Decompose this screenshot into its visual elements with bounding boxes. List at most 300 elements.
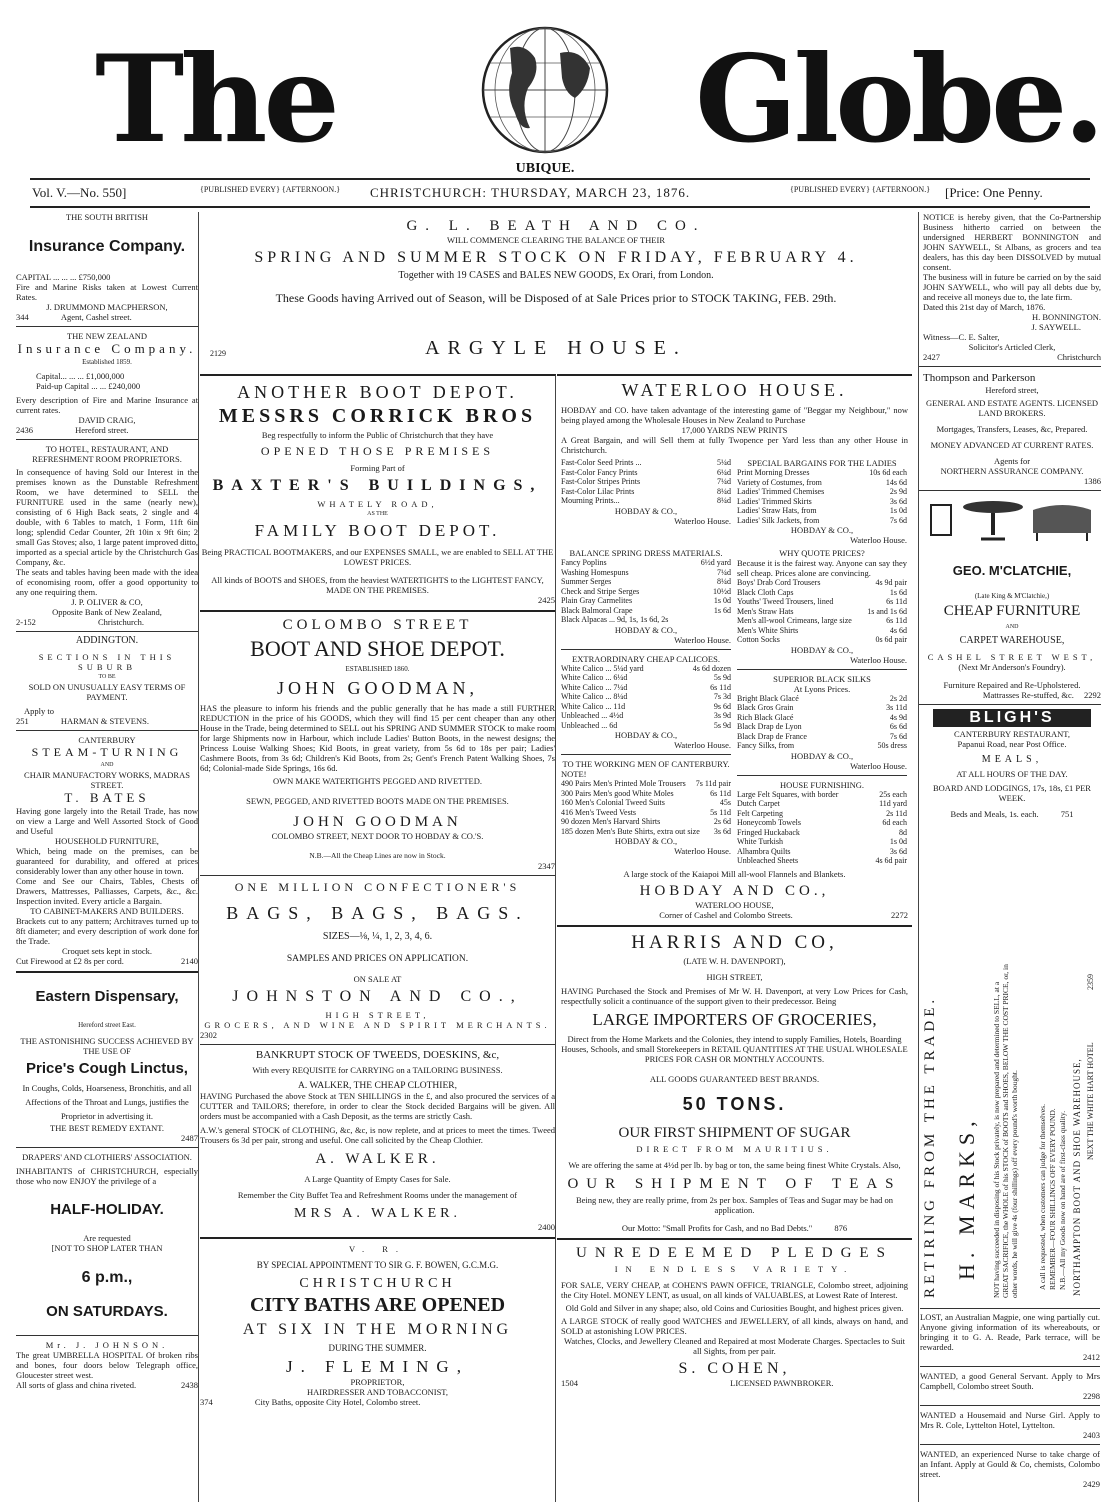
ad-h-marks	[920, 960, 1100, 1300]
ad-text: SECTIONS IN THIS SUBURB	[38, 652, 176, 672]
price-value: 2s 2d	[889, 693, 907, 703]
price-item: Fast-Color Fancy Prints	[561, 467, 638, 477]
ad-text: In consequence of having Sold our Interest in the premises known as the Dunstable Refreshment Room, we have determined to SELL the FURNITURE used in the same (nearly new), consisting of 6 High Back seats, 2 single and 4 double, with 6 Tables to match, 1 Form, 11ft 6in long; splendid Cedar Counter, 2ft 10in x 9ft 6in; 2 small Gas Stoves; also, 1 large patent improved ditto, imported as a special article by the Christchurch Gas Company, &c.	[16, 467, 198, 567]
ad-text: Remember the City Buffet Tea and Refreshment Rooms under the management of	[237, 1190, 518, 1200]
price-row	[737, 635, 907, 645]
price-value: 1s 0d	[889, 837, 907, 846]
ad-heading: WATERLOO HOUSE.	[621, 380, 848, 400]
price-row	[737, 847, 907, 857]
ad-text: WANTED a Housemaid and Nurse Girl. Apply to Mrs R. Cole, Lyttelton Hotel, Lyttelton.	[920, 1410, 1100, 1430]
ad-signature: HOBDAY & CO.,	[790, 750, 854, 761]
ad-text: LICENSED PAWNBROKER.	[730, 1377, 834, 1388]
ad-number: 2347	[538, 861, 555, 871]
price-value: 1s 0d	[713, 596, 731, 605]
ad-text: Waterloo House.	[674, 846, 731, 856]
price-item: Ladies' Trimmed Skirts	[737, 496, 812, 506]
masthead-title-right: Globe.	[695, 29, 1102, 170]
list-heading: EXTRAORDINARY CHEAP CALICOES.	[572, 653, 720, 664]
price-row	[561, 615, 731, 625]
divider	[16, 1147, 198, 1148]
price-item: Alhambra Quilts	[737, 846, 791, 856]
price-row	[561, 673, 731, 683]
ad-text: Waterloo House.	[850, 654, 907, 665]
ad-text: Forming Part of	[350, 463, 405, 473]
ad-walker	[200, 1049, 555, 1232]
price-value: 9s 6d	[713, 701, 731, 711]
ad-heading: ON SATURDAYS.	[46, 1303, 168, 1320]
price-item: White Calico ... 8¼d	[561, 692, 628, 701]
ad-text: THE ASTONISHING SUCCESS ACHIEVED BY THE USE OF	[20, 1036, 194, 1056]
ad-drapers-association	[16, 1152, 198, 1320]
ad-heading: ADDINGTON.	[75, 635, 139, 646]
price-value: 0s 6d pair	[875, 635, 907, 644]
ad-text: Agents for	[993, 456, 1031, 466]
price-row	[561, 468, 731, 478]
ad-text: A LARGE STOCK of really good WATCHES and JEWELLERY, of all kinds, always on hand, and SOLD at astonishing LOW PRICES.	[561, 1315, 908, 1336]
ad-text: Being new, they are really prime, from 2s per box. Samples of Teas and Sugar may be had on application.	[575, 1194, 894, 1215]
price-value: 5s 9d	[713, 673, 731, 682]
ad-text: HAIRDRESSER AND TOBACCONIST,	[307, 1387, 448, 1397]
ad-text: HAS the pleasure to inform his friends and the public generally that he has made a still FURTHER REDUCTION in the price of his GOODS, which they will find 15 per cent cheaper than any other House in the Trade, being determined to SELL out his SPRING AND SUMMER STOCK to make room for large Shipments now in Harbour, which include Ladies' Button Boots, in the newest designs; the Princess Louise Walking Shoes; Kid Boots, in great variety, from 5s 6d to 18s per pair; Ladies' Cashmere Boots, from 3s 6d; Children's Kid Boots, from 2s; Gent's French Patent Walking Shoes, 7s 6d; Colonial-made Side Springs, 16s 6d.	[200, 703, 555, 773]
ad-heading: FAMILY BOOT DEPOT.	[254, 521, 501, 540]
price-row	[737, 616, 907, 626]
ad-bags	[200, 880, 555, 1040]
ad-signature: Mr. J. JOHNSON.	[45, 1340, 169, 1350]
ad-text: In Coughs, Colds, Hoarseness, Bronchitis, and all Affections of the Throat and Lungs, justifies the Proprietor in advertising it.	[22, 1083, 192, 1121]
classifieds	[920, 1308, 1100, 1489]
ad-text: Dated this 21st day of March, 1876.	[923, 302, 1046, 312]
price-item: Black Drap de Lyon	[737, 722, 802, 731]
ad-text: All sorts of glass and china riveted.	[16, 1380, 137, 1390]
ad-signature: A. WALKER.	[315, 1151, 440, 1167]
ad-text: HIGH STREET,	[706, 971, 763, 982]
ad-text: N.B.—All the Cheap Lines are now in Stock.	[309, 851, 446, 860]
ad-text: Mortgages, Transfers, Leases, &c, Prepared.	[936, 424, 1088, 434]
price-item: Ladies' Straw Hats, from	[737, 506, 817, 515]
price-item: White Calico ... 11d	[561, 701, 626, 711]
price-row	[737, 818, 907, 828]
price-row	[561, 702, 731, 712]
ad-text: We are offering the same at 4½d per lb. by bag or ton, the same being finest White Crystals. Also,	[568, 1159, 901, 1170]
price-row	[561, 568, 731, 578]
ad-text: Beds and Meals, 1s. each.	[950, 809, 1039, 819]
ad-new-zealand	[16, 331, 198, 435]
ad-text: SAMPLES AND PRICES ON APPLICATION.	[286, 954, 469, 964]
price-item: 490 Pairs Men's Printed Mole Trousers	[561, 779, 686, 788]
ad-text: Direct from the Home Markets and the Colonies, they intend to supply Families, Hotels, Boarding Houses, Schools, and small Storekeepers in RETAIL QUANTITIES AT THE USUAL WHOLESALE PRICES FOR CASH OR MONTHLY ACCOUNTS.	[561, 1033, 908, 1064]
price-value: 8¼d	[717, 577, 731, 586]
price-value: 4s 6d dozen	[692, 663, 731, 673]
price-value: 7s 3d	[713, 692, 731, 701]
ad-hotel-furniture	[16, 444, 198, 627]
ad-text: LOST, an Australian Magpie, one wing partially cut. Anyone giving information of its whereabouts, or bringing it to G. A. Reade, Park terrace, will be rewarded.	[920, 1312, 1100, 1352]
ad-text: The business will in future be carried on by the said JOHN SAYWELL, who will pay all debts due by, and receive all moneys due to, the late firm.	[923, 272, 1101, 302]
ad-heading: A. WALKER, THE CHEAP CLOTHIER,	[298, 1081, 457, 1091]
ad-heading: OUR FIRST SHIPMENT OF SUGAR	[618, 1124, 851, 1141]
ad-heading: ONE MILLION CONFECTIONER'S	[234, 880, 521, 894]
ad-thompson-parkerson	[919, 371, 1101, 486]
price-row	[561, 458, 731, 468]
ad-text: Hereford street.	[75, 425, 129, 435]
ad-harris	[557, 932, 912, 1233]
ad-text: AS THE	[367, 511, 388, 517]
ad-signature: J. SAYWELL.	[1031, 322, 1081, 332]
ad-signature: HOBDAY & CO.,	[790, 644, 854, 655]
price-item: Rich Black Glacé	[737, 712, 794, 722]
price-row	[561, 798, 731, 808]
globe-icon	[440, 18, 650, 178]
price-value: 50s dress	[877, 741, 907, 750]
price-row	[561, 558, 731, 568]
divider	[919, 490, 1101, 491]
ad-heading: OUR SHIPMENT OF TEAS	[567, 1175, 902, 1192]
price-row	[737, 703, 907, 713]
published-right: {PUBLISHED EVERY} {AFTERNOON.}	[790, 185, 931, 194]
price-item: Fast-Color Lilac Prints	[561, 486, 635, 496]
ad-text: ON SALE AT	[353, 974, 402, 984]
ad-signature: S. COHEN,	[678, 1359, 791, 1377]
divider	[919, 704, 1101, 705]
ad-number: 2302	[200, 1030, 217, 1040]
price-item: Black Balmoral Crape	[561, 605, 633, 615]
price-value: 4s 9d pair	[875, 578, 907, 587]
price-item: Summer Serges	[561, 577, 612, 586]
ad-text: A.W.'s general STOCK of CLOTHING, &c, &c, is now replete, and at prices to meet the times. Tweed Trousers 6s 3d per pair, strong and useful. One call solicited by the Cheap Clothier.	[200, 1125, 555, 1145]
divider	[200, 610, 555, 612]
ad-number: 2429	[1083, 1479, 1100, 1489]
divider	[16, 631, 198, 632]
ad-johnson-umbrella	[16, 1340, 198, 1390]
ad-number: 251	[16, 716, 29, 726]
price-item: Fancy Silks, from	[737, 741, 795, 750]
ad-company-name: Insurance Company.	[28, 238, 186, 255]
price-value: 7s 6d	[889, 731, 907, 741]
price-row	[737, 607, 907, 617]
ad-text: [NOT TO SHOP LATER THAN	[51, 1243, 163, 1253]
price-row	[737, 487, 907, 497]
ad-heading: HALF-HOLIDAY.	[50, 1201, 164, 1218]
ad-text: WHATELY ROAD,	[317, 499, 438, 509]
price-row	[561, 692, 731, 702]
divider	[919, 366, 1101, 367]
ad-text: AND	[1005, 624, 1019, 630]
price-value: 8d	[899, 827, 907, 837]
price-value: 7¼d	[717, 477, 731, 486]
ad-number: 2140	[181, 956, 198, 966]
price-item: Men's all-wool Crimeans, large size	[737, 616, 852, 625]
ad-number: 2-152	[16, 617, 36, 627]
ad-text: ALL GOODS GUARANTEED BEST BRANDS.	[649, 1073, 820, 1084]
ad-steam-turning	[16, 735, 198, 966]
ad-number: 2298	[1083, 1391, 1100, 1401]
price-item: Ladies' Trimmed Chemises	[737, 487, 825, 496]
divider	[16, 439, 198, 440]
price-item: White Calico ... 5¼d yard	[561, 663, 644, 673]
price-value: 10s 6d each	[869, 468, 907, 477]
ad-signature: DAVID CRAIG,	[78, 415, 136, 425]
price-value: 2s 11d	[886, 808, 907, 818]
price-item: Fast-Color Stripes Prints	[561, 477, 641, 486]
ad-text: Fire and Marine Risks taken at Lowest Current Rates.	[16, 282, 198, 302]
ad-company-name: G. L. BEATH AND CO.	[406, 218, 706, 234]
ad-text: SOLD ON UNUSUALLY EASY TERMS OF PAYMENT.	[28, 682, 186, 702]
divider	[737, 669, 907, 670]
list-heading: WHY QUOTE PRICES?	[779, 548, 865, 558]
ad-number: 2412	[1083, 1352, 1100, 1362]
ad-text: All kinds of BOOTS and SHOES, from the heaviest WATERTIGHTS to the LIGHTEST FANCY, MADE ON THE PREMISES.	[211, 575, 544, 595]
ad-heading: LARGE IMPORTERS OF GROCERIES,	[592, 1009, 877, 1029]
ad-heading: MEALS,	[981, 754, 1043, 765]
ad-signature: J. P. OLIVER & CO,	[71, 597, 143, 607]
ad-text: HAVING Purchased the Stock and Premises of Mr W. H. Davenport, at very Low Prices for Cash, respectfully solicit a continuance of the support given to their predecessor. Being	[561, 985, 908, 1006]
price-item: Variety of Costumes, from	[737, 477, 822, 487]
ad-company-name: MESSRS CORRICK BROS	[218, 405, 537, 427]
ad-company-name: Insurance Company.	[17, 341, 197, 356]
published-left: {PUBLISHED EVERY} {AFTERNOON.}	[200, 185, 341, 194]
price-item: Dutch Carpet	[737, 799, 780, 808]
ad-number: 751	[1060, 809, 1074, 819]
price-row	[561, 596, 731, 606]
price-row	[737, 856, 907, 866]
ad-text: Every description of Fire and Marine Insurance at current rates.	[16, 395, 198, 415]
column-1	[16, 212, 199, 1502]
ad-text: Christchurch	[1057, 352, 1101, 362]
list-heading: SPECIAL BARGAINS FOR THE LADIES	[747, 458, 897, 468]
price-value: 2s 9d	[889, 487, 907, 496]
divider	[557, 925, 912, 927]
ad-text: City Baths, opposite City Hotel, Colombo street.	[254, 1397, 421, 1407]
ad-text: Waterloo House.	[674, 515, 731, 526]
ad-text: Capital... ... ... £1,000,000	[36, 371, 125, 381]
price-value: 8¼d	[717, 486, 731, 496]
ad-text: Apply to	[24, 706, 54, 716]
price-row	[737, 732, 907, 742]
ad-text: Established 1859.	[82, 358, 132, 366]
ad-text: CAPITAL ... ... ... £750,000	[16, 272, 111, 282]
ad-company-name: Eastern Dispensary,	[35, 988, 179, 1005]
price-value: 5¼d	[717, 458, 731, 467]
ad-text: NORTHERN ASSURANCE COMPANY.	[940, 466, 1084, 476]
ad-text: Having gone largely into the Retail Trade, has now on view a Large and Well Assorted Stock of Good and Useful	[16, 806, 198, 836]
price-item: Fringed Huckaback	[737, 827, 800, 837]
ad-text: Solicitor's Articled Clerk,	[968, 342, 1056, 352]
price-value: 2s 6d	[713, 817, 731, 826]
list-heading: BALANCE SPRING DRESS MATERIALS.	[569, 548, 723, 558]
price-item: 416 Men's Tweed Vests	[561, 807, 637, 817]
ad-text: NORTHAMPTON BOOT AND SHOE WAREHOUSE,	[1072, 1058, 1082, 1296]
price-item: Men's Straw Hats	[737, 606, 794, 616]
ad-number: 344	[16, 312, 29, 322]
price-value: 6s 11d	[886, 597, 907, 606]
price-row	[737, 626, 907, 636]
price-row	[561, 683, 731, 693]
ad-text: WILL COMMENCE CLEARING THE BALANCE OF THEIR	[447, 235, 665, 245]
price-value: 1s 0d	[889, 506, 907, 515]
ad-signature: J. FLEMING,	[286, 1357, 469, 1376]
ad-text: DIRECT FROM MAURITIUS.	[636, 1143, 833, 1154]
central-right	[557, 374, 912, 1502]
ad-number: 2425	[538, 595, 555, 605]
ad-beath	[200, 212, 912, 372]
ad-cohen	[557, 1245, 912, 1388]
ad-eastern-dispensary	[16, 988, 198, 1143]
ad-company-name: BOOT AND SHOE DEPOT.	[250, 636, 505, 661]
price-value: 5s 9d	[713, 720, 731, 730]
price-item: Check and Stripe Serges	[561, 586, 640, 596]
price-value: 8¼d	[717, 496, 731, 505]
ad-heading: 17,000 YARDS NEW PRINTS	[681, 425, 788, 435]
price-row	[561, 606, 731, 616]
ad-heading: RETIRING FROM THE TRADE.	[922, 995, 938, 1298]
ad-text: A call is requested, when customers can judge for themselves.	[1038, 1104, 1047, 1290]
ad-text: IN ENDLESS VARIETY.	[614, 1263, 855, 1274]
price-item: Print Morning Dresses	[737, 468, 810, 477]
ad-goodman	[200, 617, 555, 871]
ad-text: Hereford street East.	[78, 1021, 136, 1029]
ad-signature: T. BATES	[64, 790, 150, 805]
ad-text: WATERLOO HOUSE,	[695, 899, 774, 910]
price-value: 7s 6d	[889, 515, 907, 525]
ad-text: With every REQUISITE for CARRYING on a TAILORING BUSINESS.	[252, 1065, 503, 1075]
divider	[16, 1335, 198, 1336]
ad-text: N.B.—All my Goods now on hand are of first-class quality.	[1058, 1110, 1067, 1290]
ad-text: Beg respectfully to inform the Public of Christchurch that they have	[261, 430, 494, 440]
ad-number: 1386	[1084, 476, 1101, 486]
ad-text: MONEY ADVANCED AT CURRENT RATES.	[930, 440, 1094, 450]
price-value: 3s 6d	[889, 846, 907, 856]
price-item: White Calico ... 7¼d	[561, 682, 628, 692]
ad-text: HOBDAY and CO. have taken advantage of the interesting game of "Beggar my Neighbour," now being played among the Wholesale Houses in New Zealand to Purchase	[561, 405, 908, 425]
price-value: 1s 6d	[713, 605, 731, 615]
ad-text: NOTE!	[561, 769, 587, 779]
ad-heading: ARGYLE HOUSE.	[425, 337, 687, 359]
ad-text: Brackets cut to any pattern; Architraves turned up to 8ft diameter; and every description of work done for the Trade.	[16, 916, 198, 946]
ad-text: Opposite Bank of New Zealand,	[52, 607, 162, 617]
price-row	[561, 827, 731, 837]
ad-heading: CHEAP FURNITURE	[943, 603, 1081, 619]
price-value: 7¼d	[717, 567, 731, 577]
motto: UBIQUE.	[515, 161, 575, 176]
ad-company-name: BLIGH'S	[933, 709, 1091, 727]
divider	[200, 875, 555, 876]
price-list-ladies	[737, 458, 907, 545]
ad-company-name: GEO. M'CLATCHIE,	[952, 563, 1072, 578]
ad-text: Being PRACTICAL BOOTMAKERS, and our EXPENSES SMALL, we are enabled to SELL AT THE LOWEST PRICES.	[201, 547, 554, 567]
price-value: 11d yard	[879, 799, 907, 808]
price-row	[561, 789, 731, 799]
price-value: 5s 11d	[710, 807, 731, 817]
ad-text: WANTED, a good General Servant. Apply to Mrs Campbell, Colombo street South.	[920, 1371, 1100, 1391]
ad-text: Waterloo House.	[674, 740, 731, 750]
price-row	[737, 694, 907, 704]
ad-text: COLOMBO STREET, NEXT DOOR TO HOBDAY & CO.'S.	[271, 831, 484, 841]
price-item: White Turkish	[737, 837, 784, 846]
divider	[561, 649, 731, 650]
price: [Price: One Penny.	[945, 185, 1043, 200]
place-date: CHRISTCHURCH: THURSDAY, MARCH 23, 1876.	[370, 185, 691, 200]
ad-text: Our Motto: "Small Profits for Cash, and no Bad Debts."	[621, 1222, 813, 1233]
ad-text: SEWN, PEGGED, AND RIVETTED BOOTS MADE ON THE PREMISES.	[246, 796, 509, 806]
ad-corrick	[200, 382, 555, 605]
price-row	[737, 506, 907, 516]
ad-heading: DRAPERS' AND CLOTHIERS' ASSOCIATION.	[22, 1152, 192, 1162]
ad-heading: CITY BATHS ARE OPENED	[249, 1294, 506, 1316]
divider	[920, 1366, 1100, 1367]
price-item: Washing Homespuns	[561, 567, 629, 577]
price-row	[737, 837, 907, 847]
ad-text: NOTICE is hereby given, that the Co-Partnership Business hitherto carried on between the undersigned HERBERT BONNINGTON and JOHN SAYWELL, St Albans, as grocers and tea dealers, has this day been DISSOLVED by mutual consent.	[923, 212, 1101, 272]
ad-text: Watches, Clocks, and Jewellery Cleaned and Repaired at most Moderate Charges. Spectacles to Suit all Sights, from per pair.	[564, 1335, 905, 1356]
ad-text: NEXT THE WHITE HART HOTEL	[1086, 1042, 1095, 1160]
ad-heading: Price's Cough Linctus,	[26, 1060, 188, 1077]
price-item: Youths' Tweed Trousers, lined	[737, 597, 834, 606]
price-row	[737, 809, 907, 819]
ad-text: (Late King & M'Clatchie,)	[974, 592, 1050, 600]
ad-signature: HARMAN & STEVENS.	[60, 716, 149, 726]
ad-heading: JOHN GOODMAN,	[276, 678, 478, 698]
price-item: White Calico ... 6¼d	[561, 673, 628, 682]
price-item: Black Alpacas ... 9d, 1s, 1s 6d, 2s	[561, 615, 669, 624]
price-item: Ladies' Silk Jackets, from	[737, 515, 820, 525]
furniture-illustration-icon	[923, 495, 1099, 545]
price-row	[561, 587, 731, 597]
price-row	[561, 577, 731, 587]
ad-text: TO BE	[98, 674, 116, 680]
ad-text: (Next Mr Anderson's Foundry).	[958, 662, 1066, 672]
ad-text: ESTABLISHED 1860.	[345, 665, 410, 673]
price-row	[737, 722, 907, 732]
price-item: 160 Men's Colonial Tweed Suits	[561, 798, 665, 807]
price-value: 6s 11d	[710, 682, 731, 692]
ad-heading: BAXTER'S BUILDINGS,	[212, 477, 543, 494]
ad-text: Waterloo House.	[674, 634, 731, 645]
central-left	[200, 374, 556, 1502]
price-value: 3s 9d	[713, 711, 731, 720]
ad-text: BOARD AND LODGINGS, 17s, 18s, £1 PER WEEK.	[933, 783, 1091, 803]
price-item: Bright Black Glacé	[737, 693, 799, 703]
price-row	[737, 828, 907, 838]
price-item: Mourning Prints...	[561, 496, 620, 505]
divider	[200, 1237, 555, 1239]
ad-heading: UNREDEEMED PLEDGES	[576, 1244, 893, 1261]
price-value: 45s	[719, 798, 731, 807]
ad-company-name: JOHNSTON AND CO.,	[232, 988, 523, 1005]
price-value: 3s 11d	[886, 703, 907, 712]
ad-heading: SPRING AND SUMMER STOCK ON FRIDAY, FEBRUARY 4.	[254, 249, 858, 266]
price-item: Men's White Shirts	[737, 625, 799, 635]
ad-number: 2487	[181, 1133, 198, 1143]
price-row	[737, 478, 907, 488]
price-value: 14s 6d	[885, 477, 907, 487]
ad-text: REMEMBER—FOUR SHILLINGS OFF EVERY POUND.	[1048, 1108, 1057, 1290]
price-value: 1s and 1s 6d	[867, 606, 907, 616]
ad-heading: BANKRUPT STOCK OF TWEEDS, DOESKINS, &c,	[255, 1049, 500, 1061]
ad-heading: TO HOTEL, RESTAURANT, AND REFRESHMENT ROOM PROPRIETORS.	[32, 444, 182, 464]
ad-text: The great UMBRELLA HOSPITAL Of broken ribs and bones, four doors below Telegraph office, Gloucester street west.	[16, 1350, 198, 1380]
ad-text: Furniture Repaired and Re-Upholstered.	[943, 680, 1081, 690]
price-value: 6s 11d	[886, 616, 907, 625]
price-item: Honeycomb Towels	[737, 818, 801, 827]
price-item: 90 dozen Men's Harvard Shirts	[561, 817, 661, 826]
ad-number: 2359	[1086, 974, 1095, 990]
ad-heading: CHRISTCHURCH	[299, 1276, 456, 1291]
ad-company-name: STEAM-TURNING	[31, 745, 183, 759]
divider	[561, 754, 731, 755]
ad-text: Come and See our Chairs, Tables, Chests of Drawers, Mattresses, Palliasses, Carpets, &c., &c. Inspection invited. Every article a Bargain.	[16, 876, 198, 906]
ad-dissolution-notice	[919, 212, 1101, 362]
ad-mclatchie	[919, 495, 1101, 700]
ad-signature: HOBDAY & CO.,	[614, 730, 678, 740]
